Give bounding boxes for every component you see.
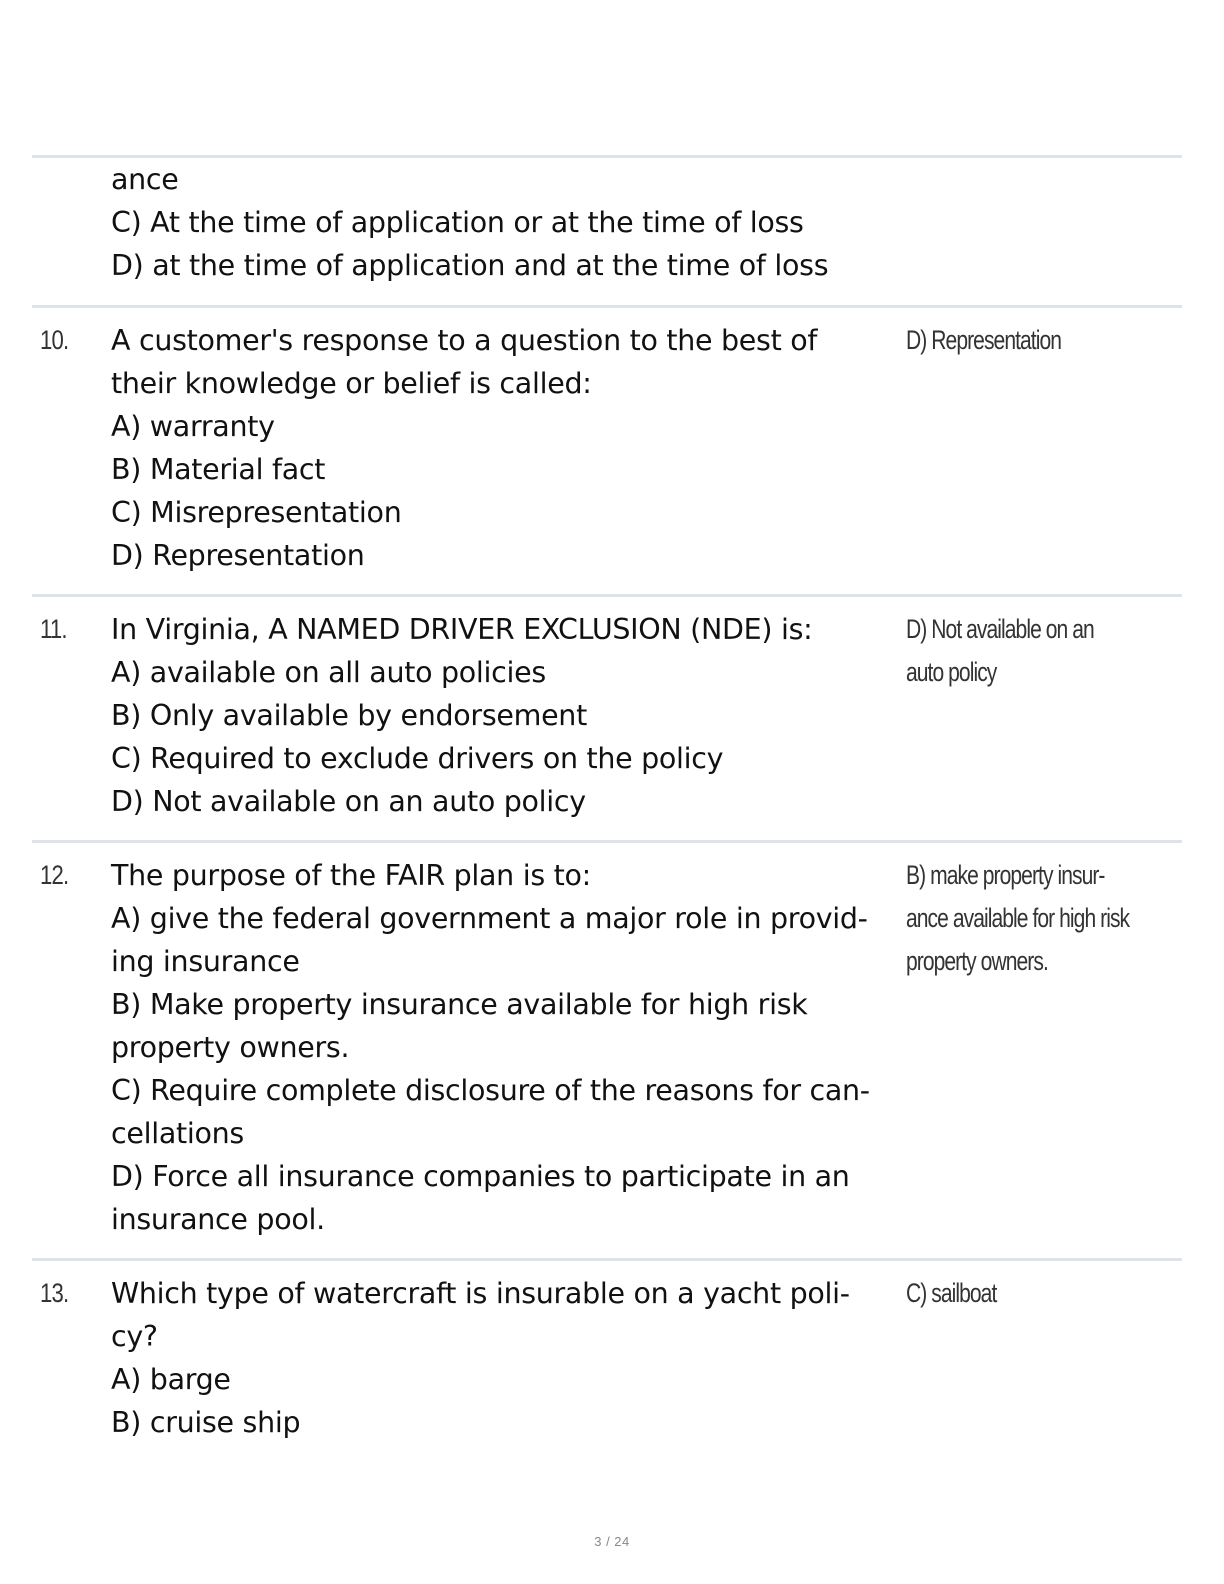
answer-line: property owners. [906,946,1048,976]
question-number: 12. [40,860,69,890]
correct-answer [906,608,1206,694]
row-divider [32,1258,1182,1261]
question-text [111,1272,901,1444]
answer-line: auto policy [906,657,997,687]
answer-option: cellations [111,1117,244,1150]
answer-option: D) Force all insurance companies to participate in an [111,1160,850,1193]
correct-answer [906,1272,1206,1315]
answer-line: D) Not available on an [906,614,1094,644]
question-text [111,158,901,287]
question-line: In Virginia, A NAMED DRIVER EXCLUSION (NDE) is: [111,613,813,646]
answer-line: D) Representation [906,325,1062,355]
question-line: ance [111,163,179,196]
question-line: D) at the time of application and at the time of loss [111,249,829,282]
answer-option: D) Not available on an auto policy [111,785,586,818]
answer-option: B) Make property insurance available for high risk [111,988,808,1021]
answer-option: B) Only available by endorsement [111,699,587,732]
answer-option: insurance pool. [111,1203,325,1236]
answer-option: C) Require complete disclosure of the reasons for can- [111,1074,870,1107]
answer-line: B) make property insur- [906,860,1105,890]
question-number: 11. [40,614,67,644]
correct-answer [906,319,1206,362]
question-number: 13. [40,1278,69,1308]
answer-option: C) Misrepresentation [111,496,402,529]
row-divider [32,840,1182,843]
answer-option: A) available on all auto policies [111,656,546,689]
correct-answer [906,854,1206,983]
answer-option: A) warranty [111,410,275,443]
answer-line: ance available for high risk [906,903,1130,933]
question-number: 10. [40,325,69,355]
question-line: their knowledge or belief is called: [111,367,592,400]
answer-option: A) barge [111,1363,231,1396]
question-line: Which type of watercraft is insurable on a yacht poli- [111,1277,850,1310]
answer-option: C) Required to exclude drivers on the policy [111,742,724,775]
page-indicator: 3 / 24 [594,1534,630,1549]
row-divider [32,594,1182,597]
question-text [111,854,901,1241]
answer-option: B) Material fact [111,453,326,486]
question-line: The purpose of the FAIR plan is to: [111,859,591,892]
answer-option: A) give the federal government a major role in provid- [111,902,868,935]
question-line: cy? [111,1320,158,1353]
answer-option: property owners. [111,1031,350,1064]
question-text [111,319,901,577]
row-divider [32,305,1182,308]
answer-option: ing insurance [111,945,300,978]
question-line: C) At the time of application or at the time of loss [111,206,804,239]
answer-line: C) sailboat [906,1278,997,1308]
question-line: A customer's response to a question to the best of [111,324,818,357]
answer-option: B) cruise ship [111,1406,301,1439]
question-text [111,608,901,823]
answer-option: D) Representation [111,539,365,572]
